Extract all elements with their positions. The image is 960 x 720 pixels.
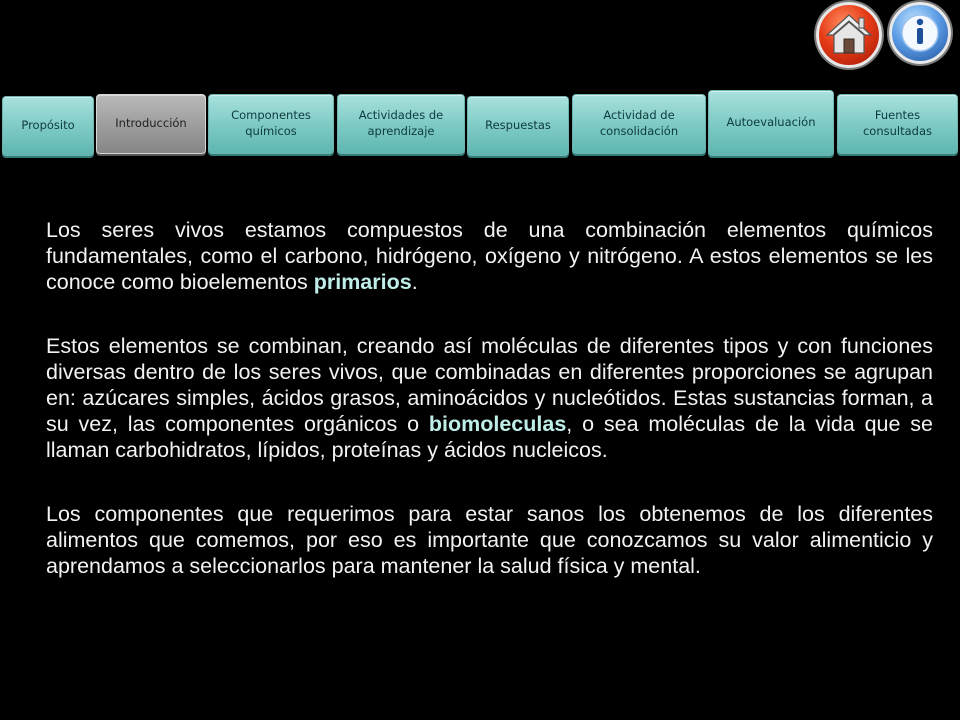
highlight-primarios: primarios <box>313 269 412 294</box>
tab-componentes-quimicos[interactable]: Componentes químicos <box>208 94 334 154</box>
highlight-biomoleculas: biomoleculas <box>428 411 567 436</box>
paragraph-text: , o sea moléculas de la vida que se llaman carbohidratos, lípidos, proteínas y ácidos nucleicos. <box>46 411 934 462</box>
paragraph-text: Estos elementos se combinan, creando así moléculas de diferentes tipos y con funciones diversas dentro de los seres vivos, que combinadas en diferentes proporciones se agrupan en: azúcares simples, ácidos grasos, aminoácidos y nucleótidos. Estas sustancias forman, a su vez, las componentes orgánicos o <box>46 334 933 436</box>
tab-actividades-aprendizaje[interactable]: Actividades de aprendizaje <box>337 94 465 154</box>
paragraph-alimentos: Los componentes que requerimos para estar sanos los obtenemos de los diferentes alimentos que comemos, por eso es importante que conozcamos su valor alimenticio y aprendamos a seleccionarlos para mantener la salud física y mental. <box>46 502 933 578</box>
tab-actividad-consolidacion[interactable]: Actividad de consolidación <box>572 94 706 154</box>
tab-respuestas[interactable]: Respuestas <box>467 96 569 156</box>
paragraph-text: . <box>411 269 418 294</box>
paragraph-biomoleculas <box>46 334 933 463</box>
info-button[interactable] <box>889 2 951 64</box>
home-icon <box>819 5 879 65</box>
info-icon <box>892 5 948 61</box>
paragraph-text: Los seres vivos estamos compuestos de una combinación elementos químicos fundamentales, como el carbono, hidrógeno, oxígeno y nitrógeno. A estos elementos se les conoce como bioelementos <box>46 218 933 294</box>
tab-fuentes-consultadas[interactable]: Fuentes consultadas <box>837 94 958 154</box>
tab-autoevaluacion[interactable]: Autoevaluación <box>708 90 834 156</box>
tab-proposito[interactable]: Propósito <box>2 96 94 156</box>
paragraph-bioelementos <box>46 218 933 295</box>
home-button[interactable] <box>816 2 882 68</box>
main-content <box>46 218 933 580</box>
tab-introduccion[interactable]: Introducción <box>96 94 206 154</box>
